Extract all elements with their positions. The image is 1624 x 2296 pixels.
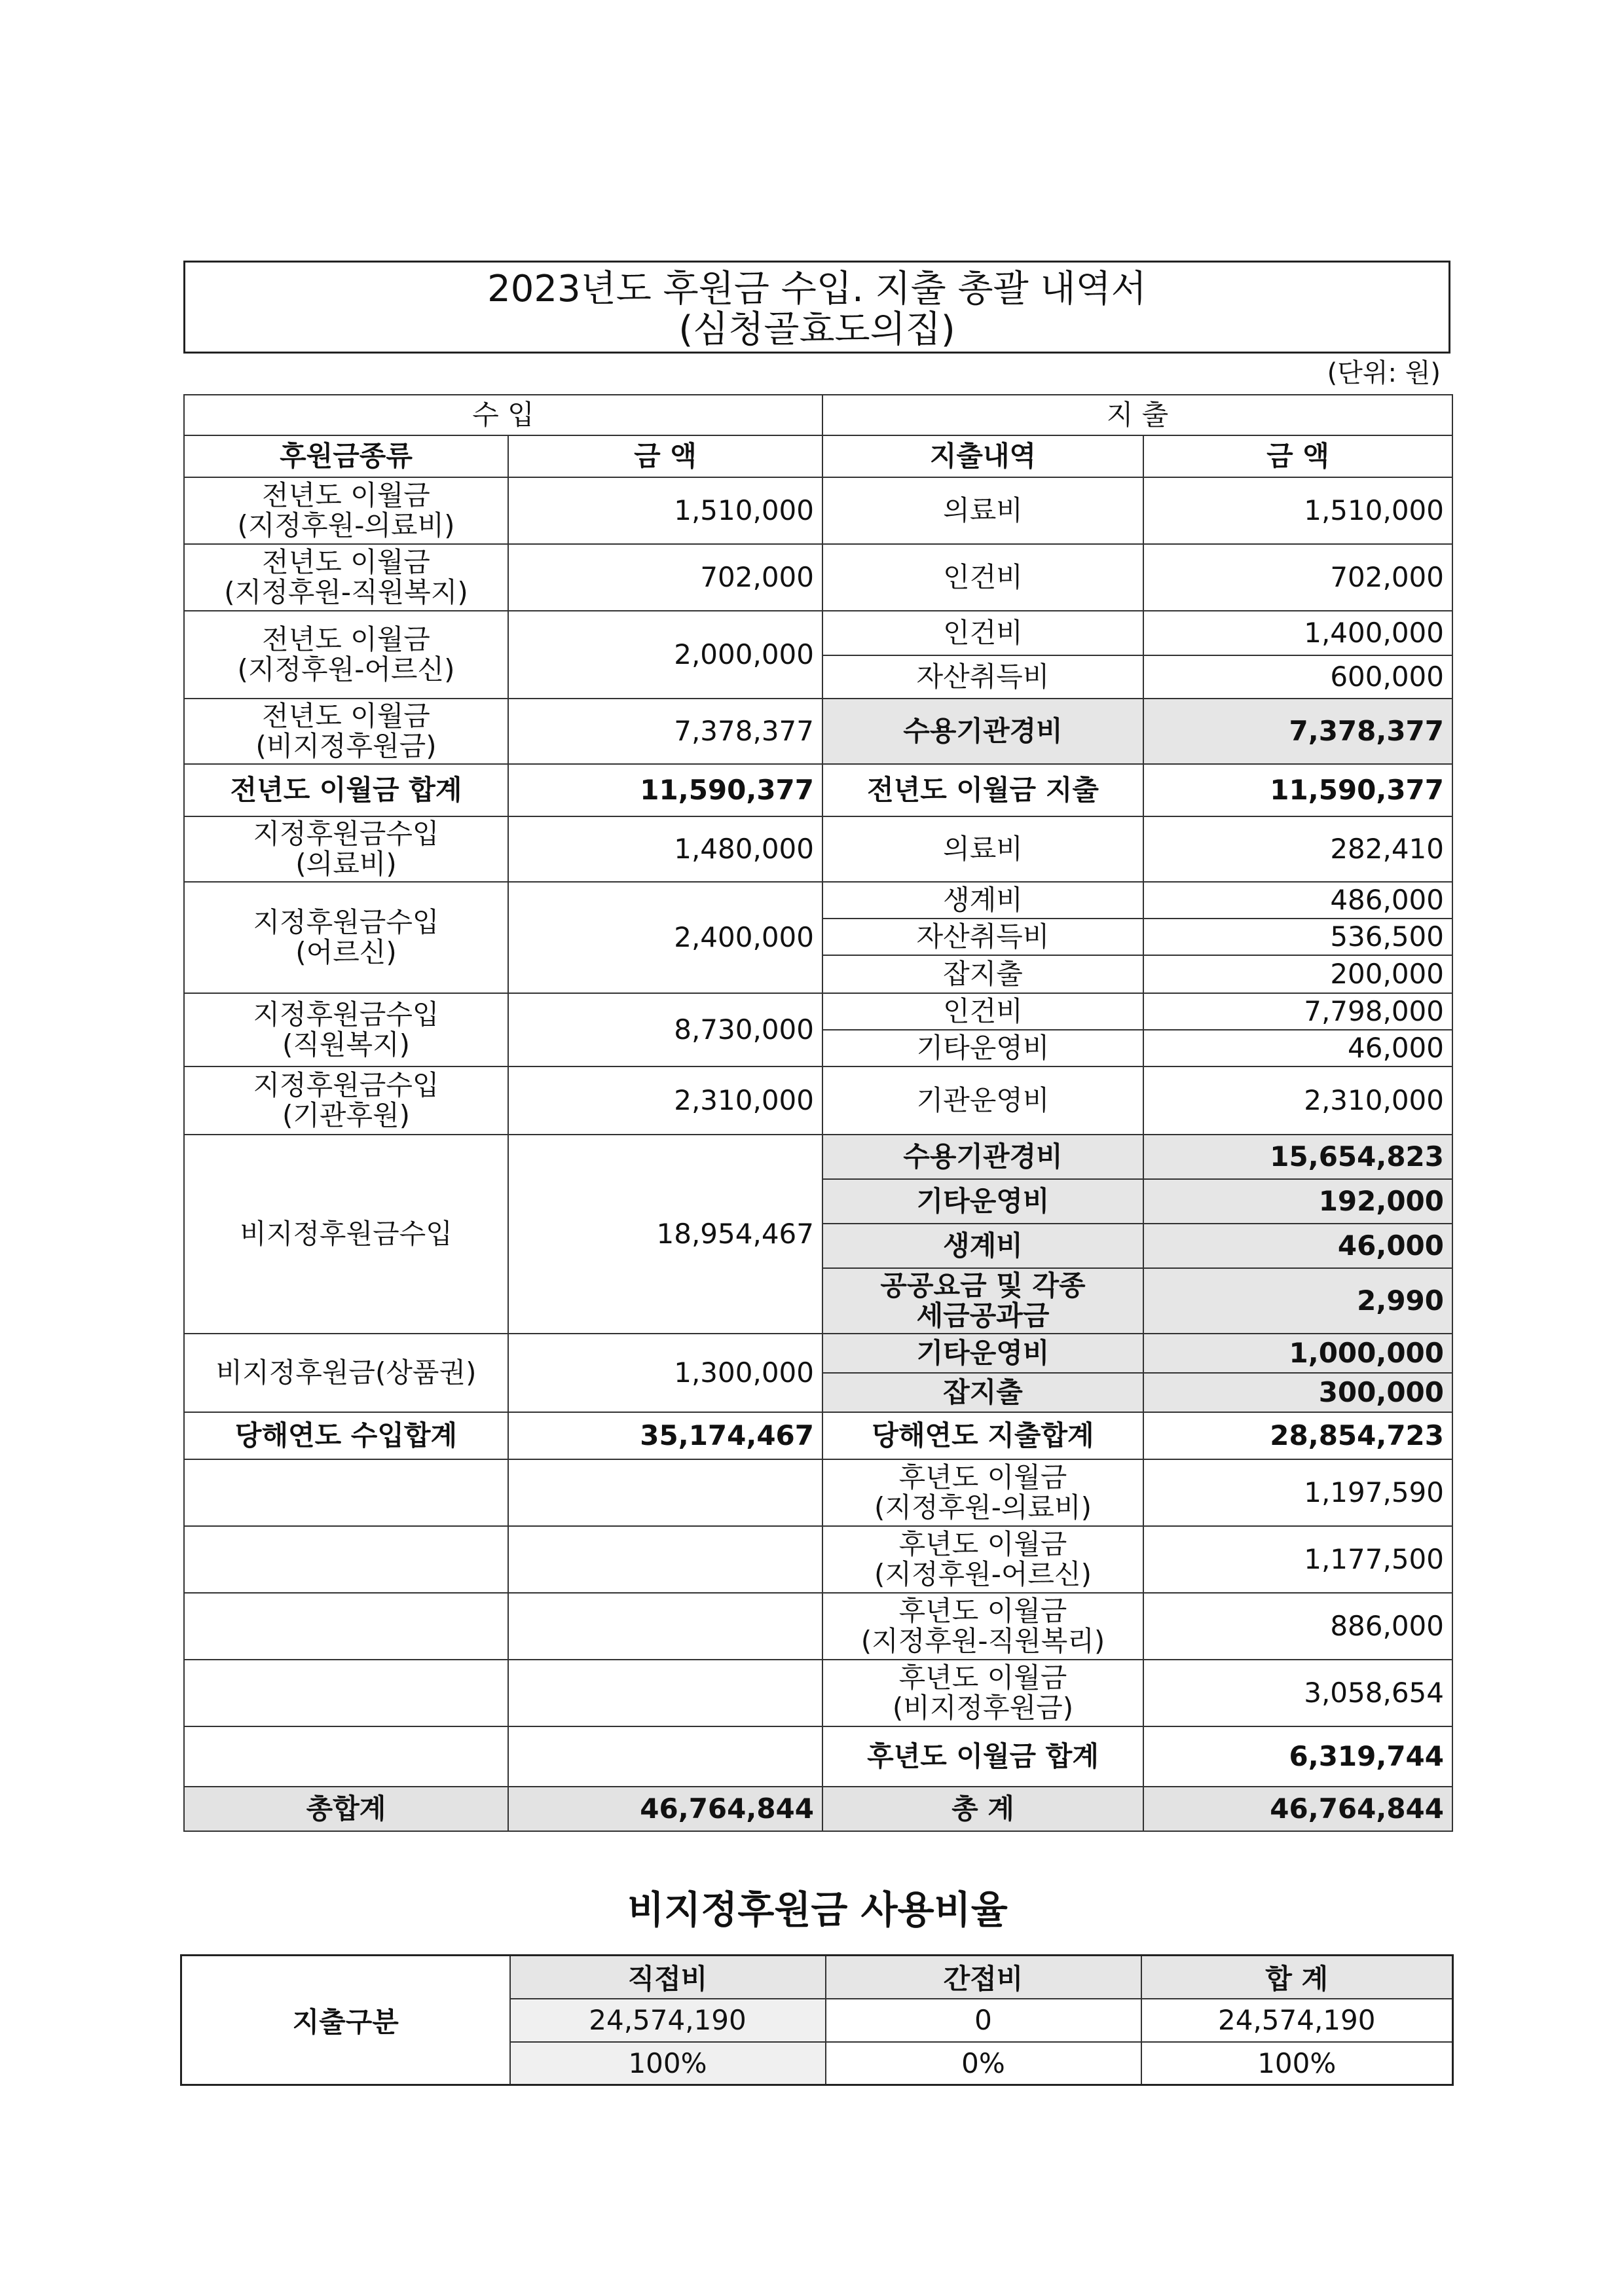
expense-item: 수용기관경비 <box>822 1135 1143 1179</box>
income-type-line: 지정후원금수입 <box>253 998 439 1030</box>
expense-detail-header: 지출내역 <box>822 435 1143 477</box>
current-year-expense-total-amount: 28,854,723 <box>1143 1412 1452 1459</box>
grand-total-income-amount: 46,764,844 <box>508 1787 822 1831</box>
expense-amount: 7,798,000 <box>1143 993 1452 1030</box>
expense-amount: 2,310,000 <box>1143 1066 1452 1135</box>
ratio-table <box>180 1954 1454 2086</box>
expense-item: 잡지출 <box>822 1373 1143 1412</box>
expense-amount: 1,177,500 <box>1143 1526 1452 1593</box>
ratio-header-direct: 직접비 <box>510 1956 826 1999</box>
ratio-row-label: 지출구분 <box>181 1956 510 2085</box>
income-amount: 2,000,000 <box>508 611 822 699</box>
income-type-line: 지정후원금수입 <box>253 906 439 938</box>
expense-item <box>822 1660 1143 1726</box>
empty-cell <box>508 1459 822 1526</box>
ratio-percent-total: 100% <box>1141 2042 1453 2085</box>
income-amount-header: 금 액 <box>508 435 822 477</box>
income-type-line: 전년도 이월금 <box>262 623 430 655</box>
empty-cell <box>508 1660 822 1726</box>
expense-amount: 1,510,000 <box>1143 477 1452 544</box>
grand-total-expense-amount: 46,764,844 <box>1143 1787 1452 1831</box>
income-type-header: 후원금종류 <box>184 435 508 477</box>
expense-amount-header: 금 액 <box>1143 435 1452 477</box>
income-type-cell <box>184 993 508 1066</box>
income-type-cell <box>184 816 508 882</box>
income-type-line: 지정후원금수입 <box>253 1069 439 1101</box>
expense-amount: 7,378,377 <box>1143 699 1452 764</box>
income-amount: 18,954,467 <box>508 1135 822 1334</box>
empty-cell <box>184 1526 508 1593</box>
income-amount: 1,480,000 <box>508 816 822 882</box>
expense-amount: 46,000 <box>1143 1030 1452 1066</box>
expense-item: 잡지출 <box>822 955 1143 993</box>
expense-item: 자산취득비 <box>822 655 1143 699</box>
income-type-line: (지정후원-의료비) <box>237 509 455 541</box>
expense-item: 인건비 <box>822 544 1143 611</box>
income-type-cell: 비지정후원금(상품권) <box>184 1334 508 1412</box>
empty-cell <box>508 1593 822 1660</box>
expense-amount: 600,000 <box>1143 655 1452 699</box>
income-type-cell <box>184 477 508 544</box>
grand-total-expense-label: 총 계 <box>822 1787 1143 1831</box>
next-carryover-total-label: 후년도 이월금 합계 <box>822 1726 1143 1787</box>
expense-item-line: 후년도 이월금 <box>898 1662 1067 1694</box>
income-type-line: 전년도 이월금 <box>262 700 430 732</box>
income-type-cell <box>184 699 508 764</box>
expense-item-line: (지정후원-직원복리) <box>860 1625 1105 1657</box>
next-carryover-total-amount: 6,319,744 <box>1143 1726 1452 1787</box>
grand-total-income-label: 총합계 <box>184 1787 508 1831</box>
expense-amount: 46,000 <box>1143 1224 1452 1268</box>
expense-amount: 282,410 <box>1143 816 1452 882</box>
income-amount: 1,300,000 <box>508 1334 822 1412</box>
empty-cell <box>184 1593 508 1660</box>
expense-amount: 3,058,654 <box>1143 1660 1452 1726</box>
expense-amount: 886,000 <box>1143 1593 1452 1660</box>
income-type-line: (비지정후원금) <box>255 730 437 762</box>
expense-item: 의료비 <box>822 816 1143 882</box>
prev-carryover-total-amount: 11,590,377 <box>508 764 822 816</box>
ratio-amount-indirect: 0 <box>826 1999 1141 2042</box>
expense-item: 기타운영비 <box>822 1030 1143 1066</box>
expense-item: 생계비 <box>822 1224 1143 1268</box>
expense-item-line: 공공요금 및 각종 <box>880 1269 1086 1302</box>
ratio-section-title: 비지정후원금 사용비율 <box>627 1887 1008 1932</box>
expense-amount: 1,400,000 <box>1143 611 1452 655</box>
income-type-line: 전년도 이월금 <box>262 479 430 511</box>
income-type-line: 지정후원금수입 <box>253 818 439 850</box>
document-subtitle: (심청골효도의집) <box>678 308 955 351</box>
income-type-line: (직원복지) <box>282 1029 411 1061</box>
expense-item: 생계비 <box>822 882 1143 919</box>
ratio-amount-direct: 24,574,190 <box>510 1999 826 2042</box>
expense-item: 인건비 <box>822 611 1143 655</box>
expense-item: 의료비 <box>822 477 1143 544</box>
expense-amount: 1,000,000 <box>1143 1334 1452 1373</box>
title-box <box>183 261 1450 354</box>
expense-item-line: (지정후원-의료비) <box>874 1491 1092 1523</box>
income-type-cell <box>184 544 508 611</box>
ratio-header-indirect: 간접비 <box>826 1956 1141 1999</box>
income-amount: 2,400,000 <box>508 882 822 993</box>
income-type-line: (의료비) <box>295 848 397 880</box>
ratio-percent-indirect: 0% <box>826 2042 1141 2085</box>
summary-table <box>183 394 1453 1832</box>
unit-label: (단위: 원) <box>1327 358 1441 388</box>
ratio-amount-total: 24,574,190 <box>1141 1999 1453 2042</box>
empty-cell <box>184 1459 508 1526</box>
expense-item-line: 후년도 이월금 <box>898 1595 1067 1627</box>
empty-cell <box>184 1726 508 1787</box>
income-type-line: (기관후원) <box>282 1099 411 1131</box>
current-year-income-total-label: 당해연도 수입합계 <box>184 1412 508 1459</box>
expense-item: 수용기관경비 <box>822 699 1143 764</box>
current-year-expense-total-label: 당해연도 지출합계 <box>822 1412 1143 1459</box>
income-type-cell: 비지정후원금수입 <box>184 1135 508 1334</box>
income-header: 수 입 <box>184 395 822 435</box>
income-amount: 1,510,000 <box>508 477 822 544</box>
expense-item <box>822 1459 1143 1526</box>
expense-item: 기관운영비 <box>822 1066 1143 1135</box>
income-amount: 702,000 <box>508 544 822 611</box>
ratio-percent-direct: 100% <box>510 2042 826 2085</box>
income-amount: 7,378,377 <box>508 699 822 764</box>
current-year-income-total-amount: 35,174,467 <box>508 1412 822 1459</box>
income-type-line: (지정후원-직원복지) <box>224 576 468 608</box>
expense-amount: 192,000 <box>1143 1179 1452 1224</box>
expense-item-line: (비지정후원금) <box>892 1692 1074 1724</box>
empty-cell <box>184 1660 508 1726</box>
income-type-line: (어르신) <box>295 936 397 968</box>
expense-item: 인건비 <box>822 993 1143 1030</box>
expense-item: 자산취득비 <box>822 919 1143 955</box>
income-amount: 8,730,000 <box>508 993 822 1066</box>
expense-amount: 200,000 <box>1143 955 1452 993</box>
expense-amount: 702,000 <box>1143 544 1452 611</box>
empty-cell <box>508 1526 822 1593</box>
expense-header: 지 출 <box>822 395 1452 435</box>
expense-amount: 1,197,590 <box>1143 1459 1452 1526</box>
empty-cell <box>508 1726 822 1787</box>
prev-carryover-total-label: 전년도 이월금 합계 <box>184 764 508 816</box>
expense-item-line: 후년도 이월금 <box>898 1461 1067 1493</box>
prev-carryover-expense-amount: 11,590,377 <box>1143 764 1452 816</box>
income-type-line: (지정후원-어르신) <box>237 653 455 685</box>
income-type-cell <box>184 882 508 993</box>
income-type-cell <box>184 611 508 699</box>
expense-item-line: 후년도 이월금 <box>898 1528 1067 1560</box>
expense-item: 기타운영비 <box>822 1334 1143 1373</box>
prev-carryover-expense-label: 전년도 이월금 지출 <box>822 764 1143 816</box>
expense-item-line: 세금공과금 <box>916 1300 1050 1332</box>
expense-amount: 2,990 <box>1143 1268 1452 1334</box>
income-amount: 2,310,000 <box>508 1066 822 1135</box>
expense-item <box>822 1268 1143 1334</box>
income-type-line: 전년도 이월금 <box>262 546 430 578</box>
expense-item: 기타운영비 <box>822 1179 1143 1224</box>
expense-item-line: (지정후원-어르신) <box>874 1558 1092 1590</box>
ratio-header-total: 합 계 <box>1141 1956 1453 1999</box>
expense-amount: 536,500 <box>1143 919 1452 955</box>
document-title: 2023년도 후원금 수입. 지출 총괄 내역서 <box>487 268 1147 310</box>
expense-amount: 15,654,823 <box>1143 1135 1452 1179</box>
expense-item <box>822 1526 1143 1593</box>
expense-amount: 486,000 <box>1143 882 1452 919</box>
expense-amount: 300,000 <box>1143 1373 1452 1412</box>
income-type-cell <box>184 1066 508 1135</box>
expense-item <box>822 1593 1143 1660</box>
